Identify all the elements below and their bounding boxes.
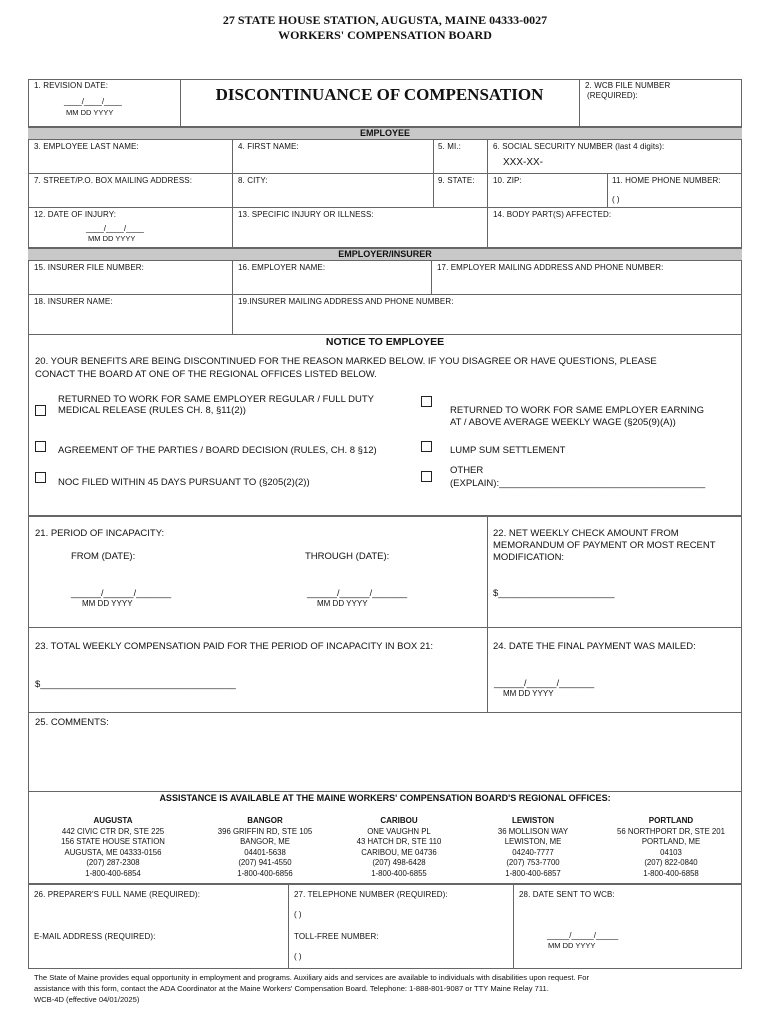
employee-band: EMPLOYEE — [28, 127, 742, 140]
office-tollfree: 1-800-400-6857 — [505, 868, 561, 878]
header-board: WORKERS' COMPENSATION BOARD — [278, 28, 492, 42]
notice-title: NOTICE TO EMPLOYEE — [325, 336, 445, 348]
office-line: 04240-7777 — [512, 847, 554, 857]
opt2-text-2: AT / ABOVE AVERAGE WEEKLY WAGE (§205(9)(A)) — [450, 417, 676, 428]
opt6-text-1: OTHER — [450, 465, 484, 476]
wcb-file-label: 2. WCB FILE NUMBER — [585, 81, 671, 90]
injury-date-parts: MM DD YYYY — [88, 234, 136, 243]
opt4-checkbox[interactable] — [421, 441, 432, 452]
net-weekly-label-1: 22. NET WEEKLY CHECK AMOUNT FROM — [493, 528, 679, 539]
home-phone-field[interactable]: ( ) — [612, 195, 620, 204]
form-title: DISCONTINUANCE OF COMPENSATION — [215, 85, 544, 104]
employer-band: EMPLOYER/INSURER — [28, 248, 742, 261]
office-augusta — [33, 816, 193, 879]
telephone-label: 27. TELEPHONE NUMBER (REQUIRED): — [294, 890, 448, 899]
office-line: 04401-5638 — [244, 847, 286, 857]
ssn-label: 6. SOCIAL SECURITY NUMBER (last 4 digits): — [493, 142, 665, 151]
office-name: LEWISTON — [511, 816, 555, 825]
office-name: AUGUSTA — [93, 816, 133, 825]
office-line: PORTLAND, ME — [641, 837, 701, 846]
office-line: 442 CIVIC CTR DR, STE 225 — [61, 826, 165, 836]
email-label: E-MAIL ADDRESS (REQUIRED): — [34, 932, 156, 941]
insurer-name-label: 18. INSURER NAME: — [34, 297, 113, 306]
office-name: BANGOR — [247, 816, 283, 825]
opt2-checkbox[interactable] — [421, 396, 432, 407]
injury-date-field[interactable]: ____/____/____ — [86, 224, 144, 233]
office-phone: (207) 941-4550 — [238, 858, 292, 867]
office-line: BANGOR, ME — [240, 837, 290, 846]
net-weekly-label-2: MEMORANDUM OF PAYMENT OR MOST RECENT — [493, 540, 716, 551]
home-phone-label: 11. HOME PHONE NUMBER: — [612, 176, 721, 185]
opt6-explain[interactable]: (EXPLAIN):_______________________________________ — [450, 478, 706, 489]
opt1-text-1: RETURNED TO WORK FOR SAME EMPLOYER REGULAR / FULL DUTY — [58, 394, 375, 405]
state-label: 9. STATE: — [438, 176, 475, 185]
office-line: 04103 — [660, 847, 682, 857]
final-payment-label: 24. DATE THE FINAL PAYMENT WAS MAILED: — [493, 641, 696, 652]
from-label: FROM (DATE): — [71, 551, 136, 562]
preparer-name-label: 26. PREPARER'S FULL NAME (REQUIRED): — [34, 890, 201, 899]
opt3-checkbox[interactable] — [35, 441, 46, 452]
office-tollfree: 1-800-400-6854 — [85, 868, 141, 878]
insurer-address-label: 19.INSURER MAILING ADDRESS AND PHONE NUMBER: — [238, 297, 454, 306]
opt6-checkbox[interactable] — [421, 471, 432, 482]
office-phone: (207) 287-2308 — [86, 858, 140, 867]
opt1-checkbox[interactable] — [35, 405, 46, 416]
period-label: 21. PERIOD OF INCAPACITY: — [35, 528, 165, 539]
from-date-field[interactable]: ______/______/_______ — [71, 588, 172, 598]
form-id: WCB-4D (effective 04/01/2025) — [34, 995, 140, 1004]
office-line: 396 GRIFFIN RD, STE 105 — [217, 826, 313, 836]
office-phone: (207) 822-0840 — [644, 858, 698, 867]
opt3-text: AGREEMENT OF THE PARTIES / BOARD DECISION (RULES, CH. 8 §12) — [58, 445, 377, 456]
notice-intro-1: 20. YOUR BENEFITS ARE BEING DISCONTINUED FOR THE REASON MARKED BELOW. IF YOU DISAGREE OR HAVE QUESTIONS, PLEASE — [35, 356, 657, 367]
final-payment-parts: MM DD YYYY — [503, 689, 554, 698]
date-sent-label: 28. DATE SENT TO WCB: — [519, 890, 615, 899]
office-line: 43 HATCH DR, STE 110 — [356, 837, 442, 846]
wcb-file-required: (REQUIRED): — [587, 91, 638, 100]
employee-last-name-label: 3. EMPLOYEE LAST NAME: — [34, 142, 139, 151]
office-line: 56 NORTHPORT DR, STE 201 — [617, 826, 725, 836]
date-sent-parts: MM DD YYYY — [548, 941, 596, 950]
from-date-parts: MM DD YYYY — [82, 599, 133, 608]
header-address: 27 STATE HOUSE STATION, AUGUSTA, MAINE 04333-0027 — [222, 13, 548, 27]
revision-date-parts: MM DD YYYY — [66, 108, 114, 117]
opt4-text: LUMP SUM SETTLEMENT — [450, 445, 566, 456]
office-line: ONE VAUGHN PL — [367, 826, 431, 836]
net-weekly-field[interactable]: $______________________ — [493, 588, 615, 599]
zip-label: 10. ZIP: — [493, 176, 522, 185]
office-tollfree: 1-800-400-6856 — [237, 868, 293, 878]
ssn-value[interactable]: XXX-XX- — [503, 157, 544, 168]
specific-injury-label: 13. SPECIFIC INJURY OR ILLNESS: — [238, 210, 374, 219]
net-weekly-label-3: MODIFICATION: — [493, 552, 565, 563]
through-label: THROUGH (DATE): — [305, 551, 390, 562]
office-line: 36 MOLLISON WAY — [497, 826, 569, 836]
employer-name-label: 16. EMPLOYER NAME: — [238, 263, 326, 272]
insurer-file-label: 15. INSURER FILE NUMBER: — [34, 263, 144, 272]
opt1-text-2: MEDICAL RELEASE (RULES CH. 8, §11(2)) — [58, 405, 246, 416]
office-name: CARIBOU — [380, 816, 418, 825]
opt2-text-1: RETURNED TO WORK FOR SAME EMPLOYER EARNING — [450, 405, 705, 416]
final-payment-field[interactable]: ______/______/_______ — [494, 678, 595, 688]
body-parts-label: 14. BODY PART(S) AFFECTED: — [493, 210, 612, 219]
total-weekly-field[interactable]: $_____________________________________ — [35, 679, 236, 690]
comments-label: 25. COMMENTS: — [35, 717, 109, 728]
office-line: 156 STATE HOUSE STATION — [61, 837, 165, 846]
employer-address-label: 17. EMPLOYER MAILING ADDRESS AND PHONE NUMBER: — [437, 263, 664, 272]
total-weekly-label: 23. TOTAL WEEKLY COMPENSATION PAID FOR THE PERIOD OF INCAPACITY IN BOX 21: — [35, 641, 434, 652]
opt5-checkbox[interactable] — [35, 472, 46, 483]
city-label: 8. CITY: — [238, 176, 268, 185]
tollfree-label: TOLL-FREE NUMBER: — [294, 932, 379, 941]
office-line: LEWISTON, ME — [504, 837, 562, 846]
opt5-text: NOC FILED WITHIN 45 DAYS PURSUANT TO (§205(2)(2)) — [58, 477, 310, 488]
office-lewiston — [453, 816, 613, 879]
footer-line-1: The State of Maine provides equal opportunity in employment and programs. Auxiliary aids and services are available to individuals with disabilities upon request. For — [34, 973, 590, 982]
injury-date-label: 12. DATE OF INJURY: — [34, 210, 117, 219]
through-date-parts: MM DD YYYY — [317, 599, 368, 608]
telephone-field[interactable]: ( ) — [294, 910, 302, 919]
office-name: PORTLAND — [648, 816, 694, 825]
office-phone: (207) 498-6428 — [372, 858, 426, 867]
office-tollfree: 1-800-400-6858 — [643, 868, 699, 878]
office-line: CARIBOU, ME 04736 — [361, 847, 437, 857]
footer-line-2: assistance with this form, contact the ADA Coordinator at the Maine Workers' Compensation Board. Telephone: 1-888-801-9087 or TTY Maine Relay 711. — [34, 984, 549, 993]
assistance-title: ASSISTANCE IS AVAILABLE AT THE MAINE WORKERS' COMPENSATION BOARD'S REGIONAL OFFICES: — [159, 793, 611, 803]
revision-date-label: 1. REVISION DATE: — [34, 81, 109, 90]
office-tollfree: 1-800-400-6855 — [371, 868, 427, 878]
office-portland — [596, 816, 746, 879]
revision-date-field[interactable]: ____/____/____ — [64, 97, 122, 106]
first-name-label: 4. FIRST NAME: — [238, 142, 299, 151]
office-line: AUGUSTA, ME 04333-0156 — [64, 847, 162, 857]
notice-intro-2: CONACT THE BOARD AT ONE OF THE REGIONAL OFFICES LISTED BELOW. — [35, 369, 377, 380]
street-label: 7. STREET/P.O. BOX MAILING ADDRESS: — [34, 176, 193, 185]
date-sent-field[interactable]: _____/_____/_____ — [547, 931, 619, 940]
tollfree-field[interactable]: ( ) — [294, 952, 302, 961]
mi-label: 5. MI.: — [438, 142, 461, 151]
comments-box[interactable] — [28, 712, 742, 792]
through-date-field[interactable]: ______/______/_______ — [307, 588, 408, 598]
office-phone: (207) 753-7700 — [506, 858, 560, 867]
